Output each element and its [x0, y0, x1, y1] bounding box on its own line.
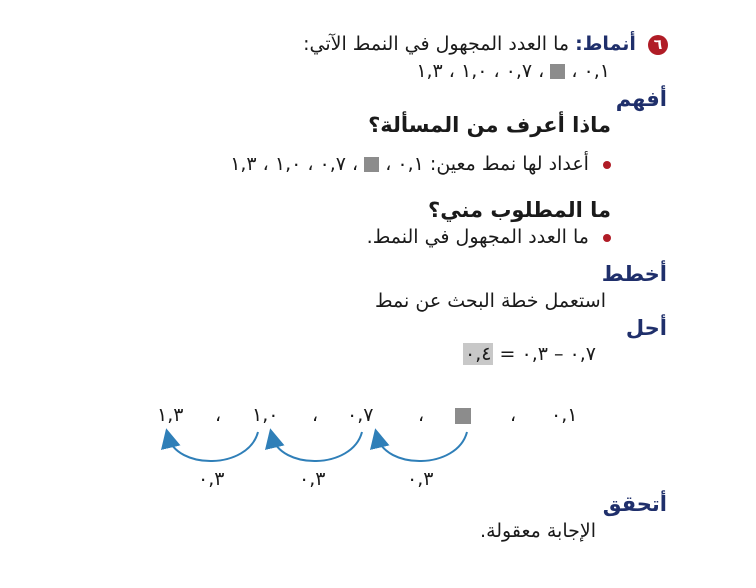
sequence-before: ٠,١ ، [571, 60, 610, 82]
seq-sep-2: ، [418, 404, 425, 426]
seq-sep-4: ، [215, 404, 222, 426]
known-text-after: ، ٠,٧ ، ١,٠ ، ١,٣ [230, 153, 359, 175]
understand-heading: أفهم [615, 87, 667, 111]
wanted-heading: ما المطلوب مني؟ [428, 198, 611, 222]
sequence-after: ، ٠,٧ ، ١,٠ ، ١,٣ [416, 60, 545, 82]
seq-item-3: ٠,٧ [347, 404, 374, 426]
check-heading: أتحقق [602, 492, 667, 516]
equation-result: ٠,٤ [465, 343, 492, 365]
difference-label-3: ٠,٣ [198, 468, 225, 490]
difference-label-1: ٠,٣ [407, 468, 434, 490]
seq-item-5: ١,٣ [157, 404, 184, 426]
check-text: الإجابة معقولة. [480, 520, 596, 542]
seq-sep-1: ، [510, 404, 517, 426]
seq-item-1: ٠,١ [551, 404, 578, 426]
problem-question: ما العدد المجهول في النمط الآتي: [303, 33, 570, 55]
known-text-before: أعداد لها نمط معين: ٠,١ ، [385, 153, 589, 175]
arrow-arc-3 [168, 432, 258, 461]
difference-label-2: ٠,٣ [299, 468, 326, 490]
plan-text: استعمل خطة البحث عن نمط [375, 290, 606, 312]
arrow-arc-1 [377, 432, 467, 461]
known-heading: ماذا أعرف من المسألة؟ [368, 113, 611, 137]
plan-heading: أخطط [601, 262, 667, 286]
arrow-arc-2 [272, 432, 362, 461]
problem-title: أنماط: [575, 33, 636, 55]
solve-heading: أحل [625, 316, 667, 340]
seq-item-4: ١,٠ [252, 404, 279, 426]
problem-number-badge: ٦ [648, 35, 668, 55]
seq-sep-3: ، [312, 404, 319, 426]
wanted-text: ما العدد المجهول في النمط. [366, 226, 589, 248]
equation-left: ٠,٧ – ٠,٣ = [499, 343, 596, 365]
